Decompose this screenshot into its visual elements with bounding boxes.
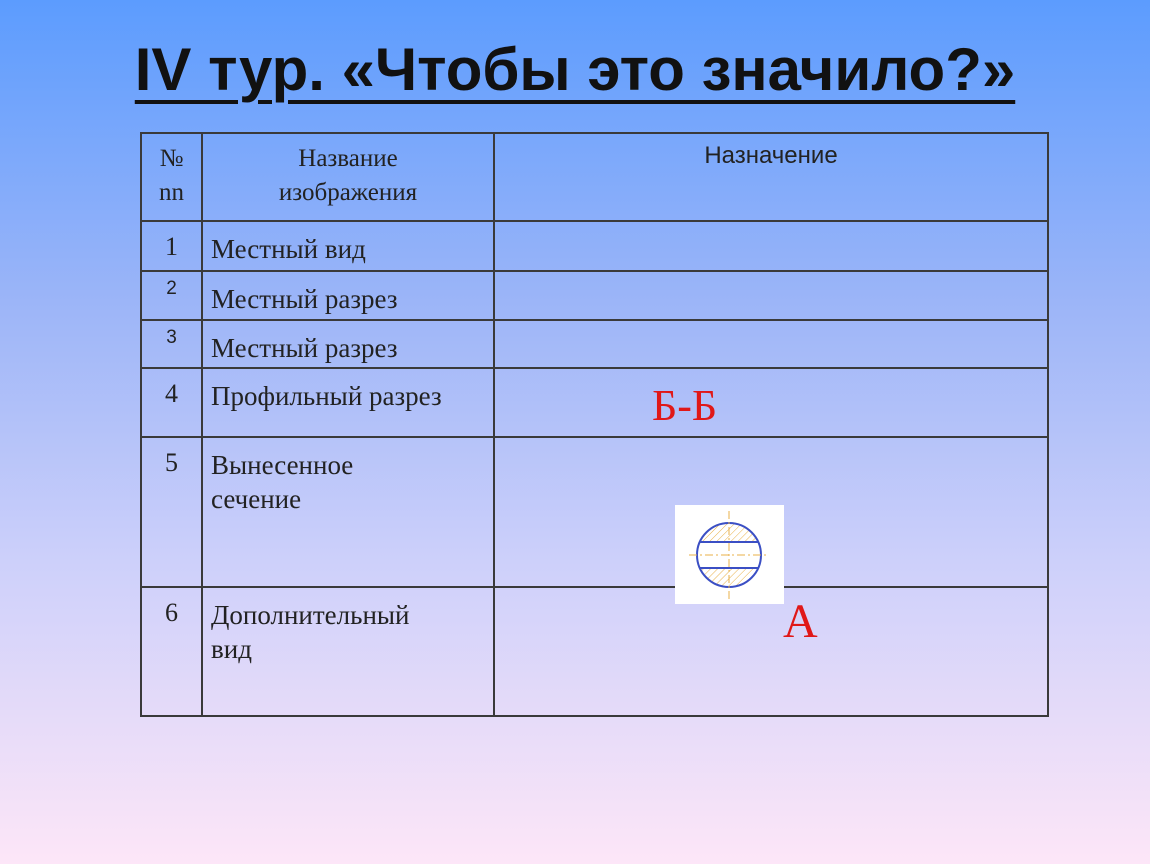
row-name: Местный вид [202,221,494,271]
table-row [141,320,1048,368]
header-number: № nn [141,133,202,221]
row-purpose [494,221,1048,271]
row-name: Местный разрез [202,320,494,368]
row-purpose [494,320,1048,368]
table-row [141,368,1048,437]
table-row [141,221,1048,271]
cross-section-drawing [675,505,784,604]
header-image-name: Название изображения [202,133,494,221]
row-number: 3 [141,320,202,368]
row-number: 5 [141,437,202,587]
row-name: Местный разрез [202,271,494,320]
row-number: 4 [141,368,202,437]
row-purpose [494,587,1048,716]
table-row [141,271,1048,320]
row-number: 2 [141,271,202,320]
table-row [141,437,1048,587]
view-label: А [783,595,818,648]
slide-title: IV тур. «Чтобы это значило?» [134,36,1016,103]
section-label: Б-Б [652,381,718,430]
row-name: Вынесенное сечение [202,437,494,587]
quiz-table [140,132,1049,717]
row-number: 1 [141,221,202,271]
table-row [141,587,1048,716]
row-purpose [494,368,1048,437]
row-purpose [494,271,1048,320]
row-number: 6 [141,587,202,716]
row-name: Профильный разрез [202,368,494,437]
header-row [141,133,1048,221]
header-purpose: Назначение [494,133,1048,221]
row-name: Дополнительный вид [202,587,494,716]
